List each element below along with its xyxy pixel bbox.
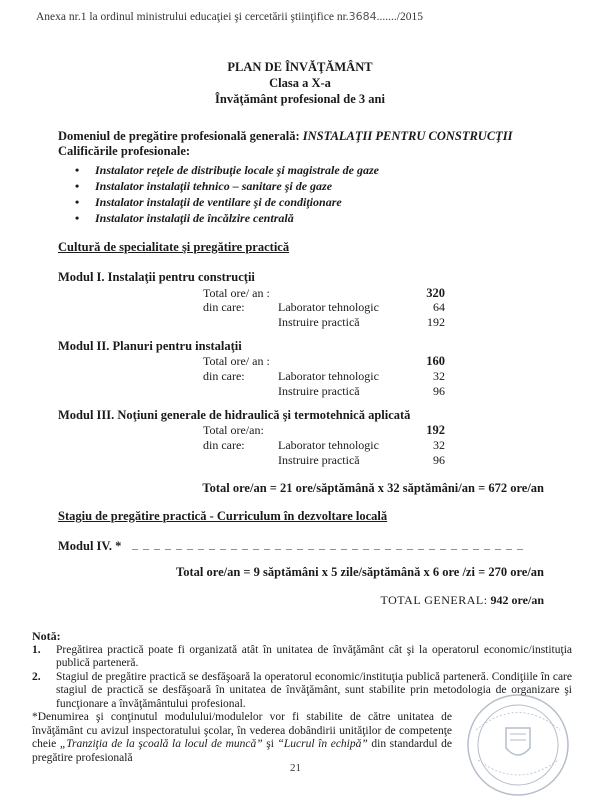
module-2-din-label: din care: — [203, 369, 245, 383]
module-3-total-label: Total ore/an: — [203, 423, 264, 437]
domain-line — [58, 129, 513, 144]
note-star-c: şi — [262, 738, 278, 750]
module-1-din-label: din care: — [203, 300, 245, 314]
module-2-instr-value: 96 — [433, 384, 445, 398]
note-star — [32, 711, 452, 765]
module-4-label: Modul IV. * — [58, 539, 122, 553]
module-1-total-label: Total ore/ an : — [203, 286, 270, 300]
module-2-lab-value: 32 — [433, 369, 445, 383]
annex-dots: ....... — [376, 11, 397, 23]
qualification-item: • Instalator instalaţii tehnico – sanitare şi de gaze — [75, 178, 379, 194]
note-1-number: 1. — [32, 643, 41, 656]
module-2-total-value: 160 — [426, 354, 445, 368]
module-3-instr-label: Instruire practică — [278, 453, 360, 467]
section-specialty-heading: Cultură de specialitate şi pregătire practică — [58, 240, 290, 254]
qualifications-list — [75, 162, 379, 226]
domain-label: Domeniul de pregătire profesională generală: — [58, 129, 300, 143]
note-1-text: Pregătirea practică poate fi organizată atât în unitatea de învăţământ cât şi la operatorul economic/instituţia publică parteneră. — [56, 643, 572, 669]
annex-header — [36, 10, 423, 23]
module-1-instr-value: 192 — [427, 315, 445, 329]
note-2-number: 2. — [32, 670, 41, 683]
annex-text: Anexa nr.1 la ordinul ministrului educaţiei şi cercetării ştiinţifice nr. — [36, 11, 349, 23]
module-3-lab-value: 32 — [433, 438, 445, 452]
section-internship-heading: Stagiu de pregătire practică - Curriculum în dezvoltare locală — [58, 509, 388, 523]
qualification-item: • Instalator instalaţii de încălzire centrală — [75, 210, 379, 226]
note-star-e: din standardul de pregătire profesională — [32, 738, 453, 764]
module-2-lab-label: Laborator tehnologic — [278, 369, 379, 383]
qualification-item: • Instalator reţele de distribuţie locale şi magistrale de gaze — [75, 162, 379, 178]
notes-heading: Notă: — [32, 629, 61, 643]
module-3-lab-label: Laborator tehnologic — [278, 438, 379, 452]
title-line-2: Clasa a X-a — [269, 76, 331, 90]
page-number: 21 — [290, 762, 301, 774]
module-3-din-label: din care: — [203, 438, 245, 452]
module-2-instr-label: Instruire practică — [278, 384, 360, 398]
qualification-item: • Instalator instalaţii de ventilare şi de condiţionare — [75, 194, 379, 210]
module-1-instr-label: Instruire practică — [278, 315, 360, 329]
module-1-lab-value: 64 — [433, 300, 445, 314]
module-1-total-value: 320 — [426, 286, 445, 300]
grand-total-label: TOTAL GENERAL: — [380, 593, 488, 607]
ministry-seal-stamp — [458, 690, 578, 800]
module-3-instr-value: 96 — [433, 453, 445, 467]
total-hours-internship: Total ore/an = 9 săptămâni x 5 zile/săptămână x 6 ore /zi = 270 ore/an — [176, 565, 544, 579]
module-2-total-label: Total ore/ an : — [203, 354, 270, 368]
title-line-3: Învăţământ profesional de 3 ani — [215, 92, 385, 106]
module-1-lab-label: Laborator tehnologic — [278, 300, 379, 314]
annex-year: /2015 — [396, 11, 423, 23]
domain-value: INSTALAŢII PENTRU CONSTRUCŢII — [302, 129, 513, 143]
module-3-title: Modul III. Noţiuni generale de hidraulică şi termotehnică aplicată — [58, 408, 411, 422]
grand-total-value: 942 ore/an — [490, 593, 544, 607]
total-hours-specialty: Total ore/an = 21 ore/săptămână x 32 săptămâni/an = 672 ore/an — [202, 481, 544, 495]
module-3-total-value: 192 — [426, 423, 445, 437]
grand-total — [381, 593, 544, 608]
module-4-blank-line: _ _ _ _ _ _ _ _ _ _ _ _ _ _ _ _ _ _ _ _ _ _ _ _ _ _ _ _ _ _ _ _ _ _ _ _ — [132, 537, 524, 551]
note-1 — [32, 644, 572, 671]
qualifications-label: Calificările profesionale: — [58, 144, 191, 158]
note-2-text: Stagiul de pregătire practică se desfăşoară la operatorul economic/instituţia publică parteneră. Condiţiile în care stagiul de practică se desfăşoară în unitatea de învăţământ, sunt stabilite prin metodologia de organizare şi funcţionare a învăţământului profesional. — [56, 670, 572, 710]
title-line-1: PLAN DE ÎNVĂŢĂMÂNT — [227, 60, 373, 74]
module-2-title: Modul II. Planuri pentru instalaţii — [58, 339, 242, 353]
note-star-d: “Lucrul în echipă” — [277, 738, 368, 750]
module-1-title: Modul I. Instalaţii pentru construcţii — [58, 270, 255, 284]
note-star-b: „Tranziţia de la şcoală la locul de muncă” — [59, 738, 263, 750]
note-star-a: *Denumirea şi conţinutul modulului/modulelor vor fi stabilite de către unitatea de învăţământ cu avizul inspectoratului şcolar, în vederea dobândirii unităţilor de competenţe cheie — [32, 711, 452, 750]
annex-handwritten-number: 3684 — [348, 10, 377, 23]
